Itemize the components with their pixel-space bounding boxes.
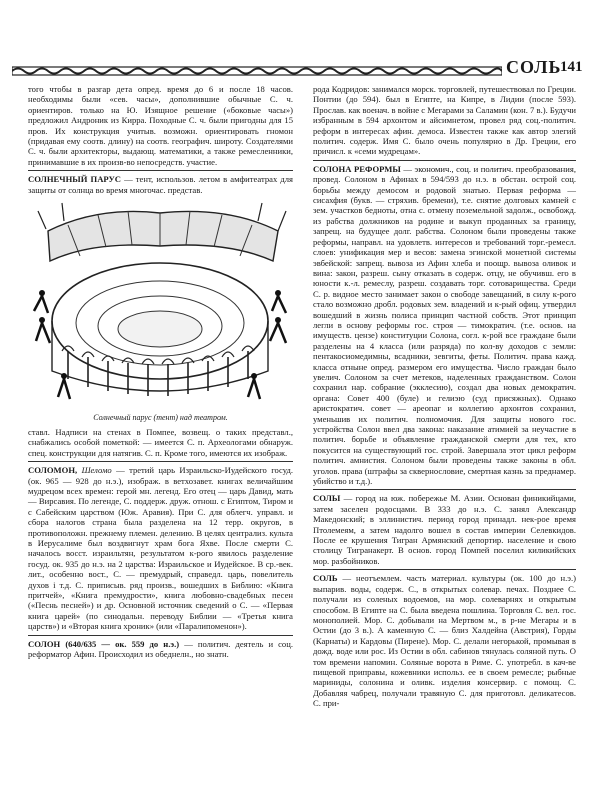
article-body: — тент, использов. летом в амфитеатрах для защиты от солнца во время многочас. представ. [28,174,293,195]
article-heading: СОЛНЕЧНЫЙ ПАРУС [28,174,121,185]
article-heading: СОЛОМОН, [28,465,78,476]
article-body: — город на юж. побережье М. Азии. Основан финикийцами, затем заселен родосцами. В 333 до н.э. С. занял Александр Македонский; в эллинистич. период город принадл. нек-рое время Птолемеям, а затем надолго вошел в состав империи Селевкидов. После ее крушения Тигран Армянский депортир. население и свою столицу Тигранакерт. В основ. город Помпей поселил киликийских мор. разбойников. [313,493,576,566]
article-divider [313,569,576,570]
decorative-header-band [12,64,502,78]
article-solon-reforms [313,164,576,487]
article-body: — политич. деятель и соц. реформатор Афин. Происходил из обеднелн., но знатн. [28,638,293,659]
article-continuation: того чтобы в разгар дета опред. время до 6 и после 18 часов. необходимы были «сев. часы», дополнившие обычные С. ч. ориентиров. только на Ю. Изящное решение («боковые часы») предложил Андроник из Кирра. Походные С. ч. были пригодны для 15 пров. Их конструкция учитыв. возможн. ориентировать гномон (придавая ему соотв. длину) на соотв. географич. широту. Создателями С. ч. были архитекторы, выдающ. математики, а также ремесленники, принимавшие в их произв-во непосредств. участие. [28,84,293,167]
illustration-caption: Солнечный парус (тент) над театром. [93,413,228,423]
theatre-awning-illustration [28,201,293,409]
article-heading: СОЛЬ [313,573,338,584]
article-divider [28,461,293,462]
article-body: — экономич., соц. и политич. преобразования, провед. Солоном в Афинах в 594/593 до н.э. в обстан. острой соц. борьбы между демосом и родовой знатью. Первая реформа — сисахфия (букв. — стряхив. бремени), т.е. снятие долговых камней с зем. участков бедноты, отна с. отмену поземельной задолж., освобожд. из рабства должников на родине и выкуп проданных за границу, запрещ. на будущее долг. рабства. Солоном были проведены также реформы, направл. на удовлетв. интересов и требований торг.-ремесл. слоев: унификация мер и весов: замена эгинской монетной системы эвбейской: запрещ. вывоза из Афин хлеба и поощр. вывоза оливок и вина: закон, разреш. сыну отказать в содерж. отцу, не обучивш. его в юности к.-л. ремеслу, разреш. создавать торг. сотоварищества. Среди С. р. видное место занимает закон о свободе завещаний, в силу к-рого стало возможно дробл. родовых зем. владений и к-рый офиц. утвердил вошедший в жизнь полиса принцип частной собств. Этот принцип легли в основу реформы гос. строя — тимократич. (т.е. основ. на имуществ. цензе) конституции Солона, согл. к-рой все граждане были разделены на 4 класса (или разряда) по кол-ву доходов с земли: пентакосиомедимны, всадники, зевгиты, феты. Политич. права кажд. класса отныне опред. размером его имущества. Число граждан было увелич. Солоном за счет метеков, наделенных гражданством. Солон сохранил нар. собрание (экклесию), создал два новых демократич. органа: Совет 400 (буле) и гелиэю (суд присяжных). Однако аристократич. совет — ареопаг и коллегию архонтов сохранил, уменьшив их политич. полномочия. Для защиты нового гос. устройства Солон ввел два закона: наказание атимией за неучастие в политич. борьбе и объявление гражданской смерти для тех, кто покусится на существующий гос. строй. Завершала этот цикл реформ политич. амнистия. Солоном были проведены также законы в обл. уголов. права (штрафы за сквернословие, смертная казнь за преднамер. убийство и т.д.). [313,163,576,487]
article-solomon [28,465,293,632]
article-continuation: рода Кодридов: занимался морск. торговлей, путешествовал по Греции. Понтии (до 594). был в Египте, на Кипре, в Лидии (после 593). Прослав. как военач. в войне с Мегарами за Саламин (кон. 7 в.). Будучи избранным в 594 архонтом и айсимнетом, провел ряд соц.-политич. реформ в интересах афин. демоса. Известен также как автор элегий политич. содерж. Имя С. было очень популярно в Др. Греции, его причисл. к «семи мудрецам». [313,84,576,157]
left-column [28,84,293,661]
article-heading: СОЛОН (640/635 — ок. 559 до н.э.) [28,638,180,649]
article-divider [313,160,576,161]
running-header-word: СОЛЬ [506,57,562,77]
article-divider [313,489,576,490]
article-heading: СОЛОНА РЕФОРМЫ [313,163,401,174]
article-body: — третий царь Израильско-Иудейского госуд. (ок. 965 — 928 до н.э.), изображ. в ветхозавет. книгах величайшим мудрецом всех времен: герой мн. легенд. Его отец — царь Давид, мать — Вирсавия. По легенде, С. поддерж. друж. отнош. с Египтом, Тиром и с Сабейским царством (Юж. Аравия). При С. для облегч. управл. и сбора налогов страна была разделена на 12 терр. округов, в противоположн. прежнему племен. делению. В целях централиз. культа в Иерусалиме был воздвигнут храм бога Яхве. После смерти С. началось восст. израильтян, результатом к-рого явилось разделение госуд. ок. 935 до н.э. на 2 царства: Израильское и Иудейское. В ср.-век. лит., особенно вост., С. — премудрый, справедл. царь, повелитель духов і т.д. С. приписыв. ряд произв., вошедших в Библию: «Книга притчей», «Книга премудрости», книга любовно-свадебных песен («Песнь песней») и др. Основной источник сведений о С. — «Первая книга царей» (по синодальн. переводу Библии — «Третья книга царств») и «Вторая книга хроник» (или «Паралипоменон»). [28,465,293,632]
article-sun-sail [28,174,293,195]
article-heading: СОЛЫ [313,493,341,504]
article-solon [28,639,293,660]
page-number: 141 [560,59,583,75]
article-body: — неотъемлем. часть материал. культуры (ок. 100 до н.э.) выпарив. воды, содерж. С., в открытых солевар. печах. Позднее С. получали из соленых водоемов, на мор. солеварнях и открытым способом. В Египте на С. была введена пошлина. Торговля С. вел. гос. монополией. Мор. С. добывали на Мертвом м., в р-не Мегары и в Остии (до 3 в.). А каменную С. — близ Халдейна (Австрия), Горды (Карнаты) и Кардовы (Пирене). Мор. С. делали негорькой, промывая в дожд. воде или рос. Из Остии в обл. сабинов тянулась соляной путь. О том времени напомин. Соляные ворота в Риме. С. употребл. в кач-ве пищевой приправы, кожевники использ. ее в своем ремесле; рыбные мариниды, солонина и оливк. изделия консервир. с помощ. С. Добавляя чабрец, получали травяную С. для приготовл. деликатесов. С. при- [313,573,576,709]
article-heading-variant: Шеломо [77,465,112,476]
article-continuation: ставл. Надписи на стенах в Помпее, возвещ. о таких представл., снабжались особой пометкой: — имеется С. п. Археологами обнаруж. спец. конструкции для натягив. С. п. Кроме того, имеются их изображ. [28,426,293,458]
article-soly [313,493,576,566]
right-column [313,84,576,711]
article-divider [28,635,293,636]
article-divider [28,170,293,171]
article-salt [313,573,576,708]
